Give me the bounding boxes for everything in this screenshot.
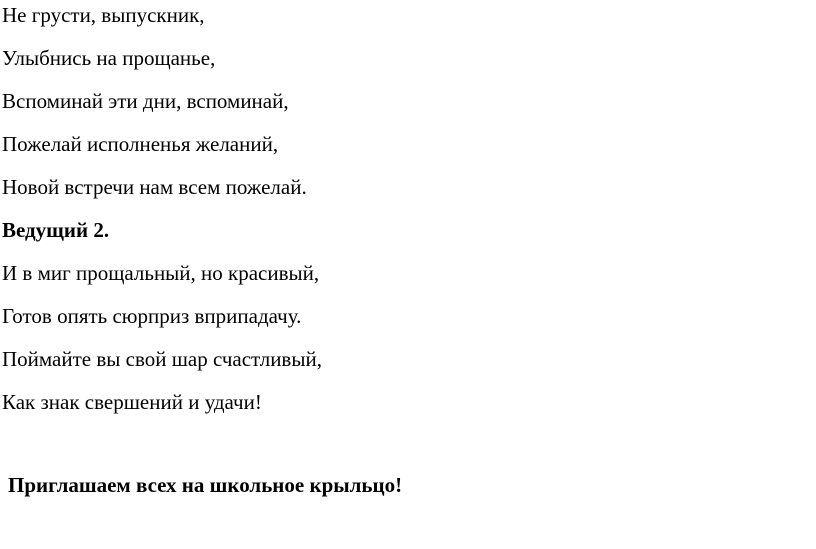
poem-line: Новой встречи нам всем пожелай.	[2, 175, 307, 199]
closing-invitation: Приглашаем всех на школьное крыльцо!	[8, 473, 403, 497]
poem-line: Готов опять сюрприз вприпадачу.	[2, 304, 302, 328]
poem-line: Как знак свершений и удачи!	[2, 390, 262, 414]
poem-line: Вспоминай эти дни, вспоминай,	[2, 89, 289, 113]
poem-line: Улыбнись на прощанье,	[2, 46, 216, 70]
speaker-heading: Ведущий 2.	[2, 218, 110, 242]
poem-line: И в миг прощальный, но красивый,	[2, 261, 320, 285]
poem-line: Пожелай исполненья желаний,	[2, 132, 279, 156]
poem-line: Поймайте вы свой шар счастливый,	[2, 347, 322, 371]
poem-line: Не грусти, выпускник,	[2, 3, 205, 27]
